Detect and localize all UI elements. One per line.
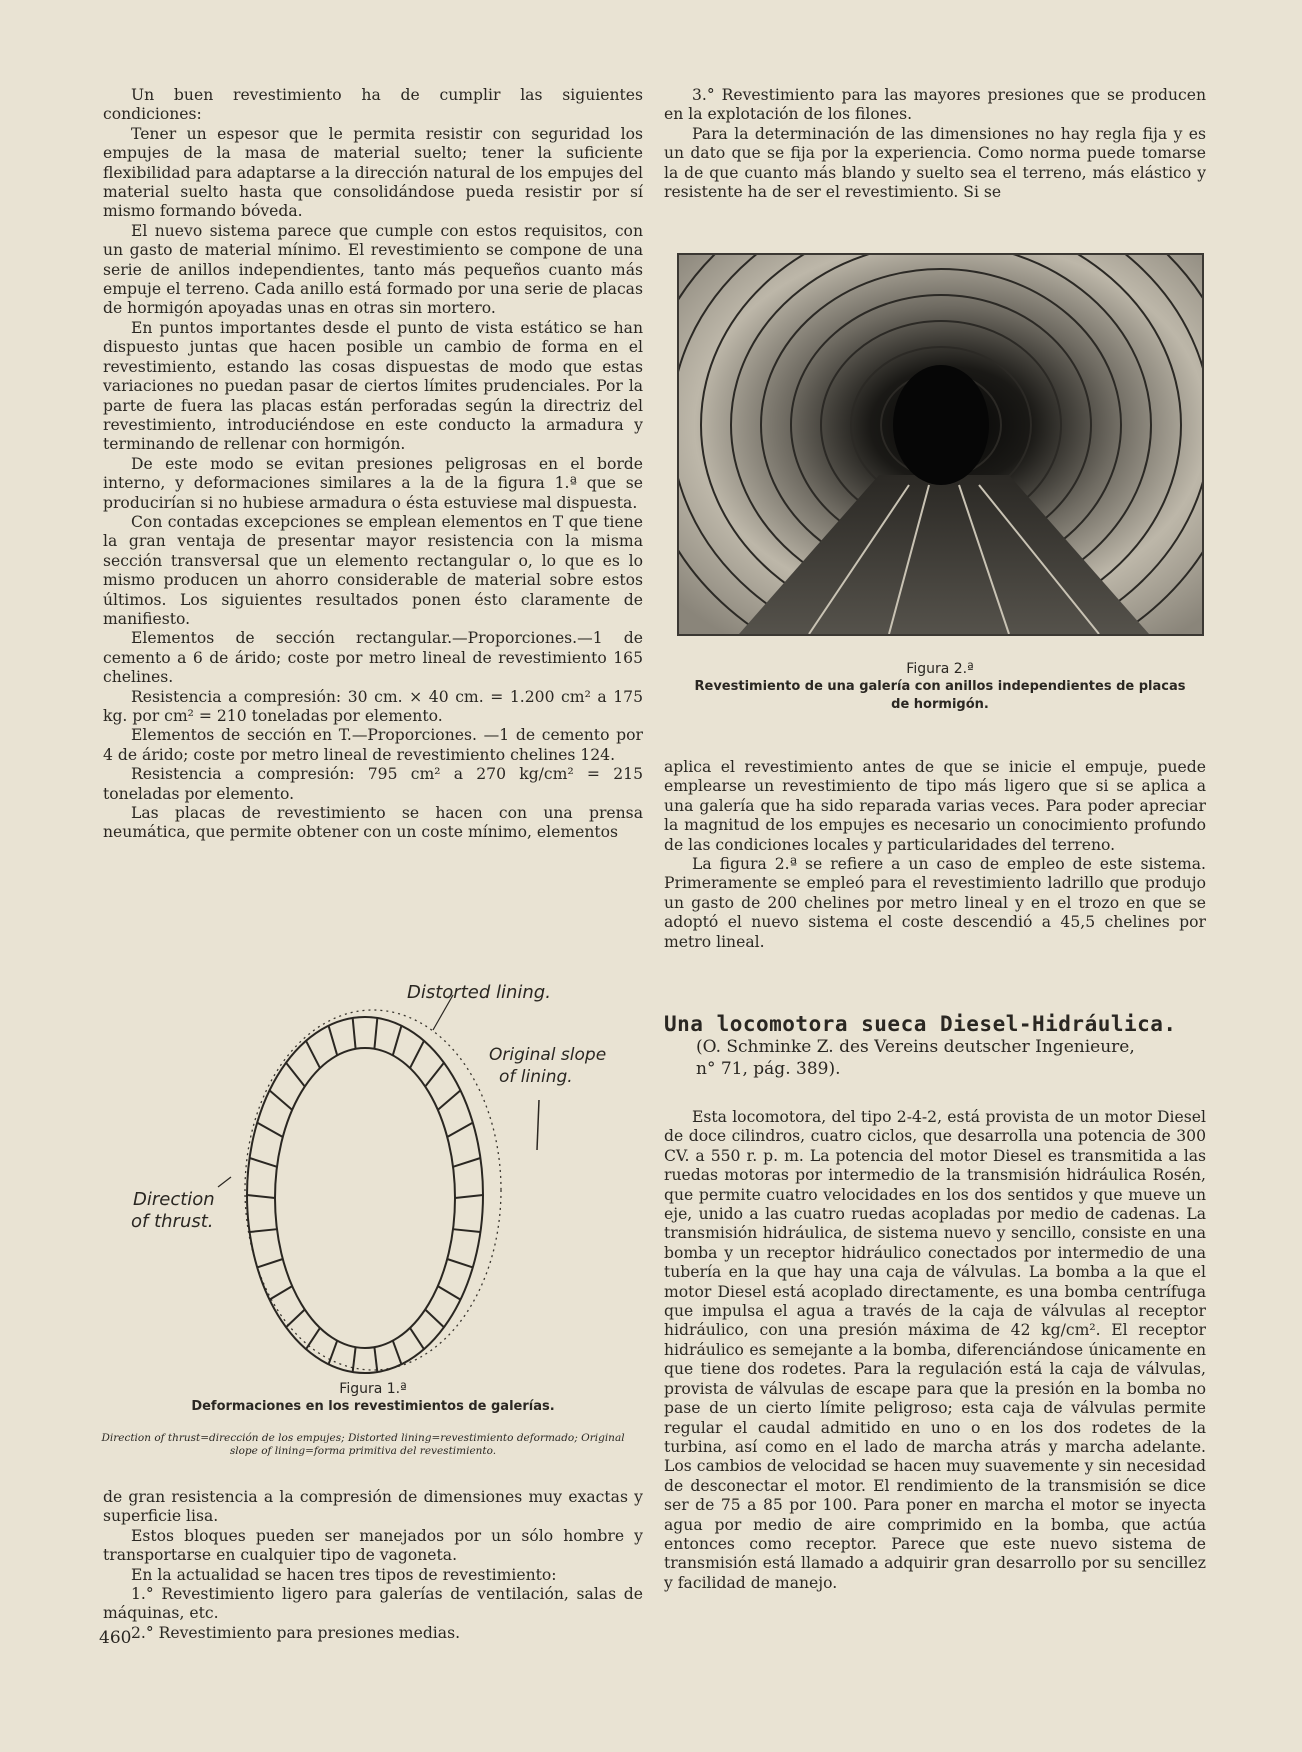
paragraph: 2.° Revestimiento para presiones medias. [131,1623,461,1642]
paragraph: En puntos importantes desde el punto de vista estático se han dispuesto juntas que hacen posible un cambio de forma en el revestimiento, estando las cosas dispuestas de modo que estas variaciones no puedan pasar de ciertos límites prudenciales. Por la parte de fuera las placas están perforadas según la directriz del revestimiento, introduciéndose en este conducto la armadura y terminando de rellenar con hormigón. [103,318,643,454]
plate-joint [455,1195,483,1198]
figure-1 [101,980,643,1457]
lining-plates [247,1018,483,1372]
plate-joint [247,1195,275,1198]
label-of-thrust: of thrust. [131,1211,214,1232]
paragraph: Elementos de sección rectangular.—Proporciones.—1 de cemento a 6 de árido; coste por metro lineal de revestimiento 165 chelines. [103,629,643,687]
distorted-lining-inner [275,1048,455,1348]
paragraph: Para la determinación de las dimensiones no hay regla fija y es un dato que se fija por la experiencia. Como norma puede tomarse la de que cuanto más blando y suelto sea el terreno, más elástico y resistente ha de ser el revestimiento. Si se [664,124,1206,202]
paragraph: La figura 2.ª se refiere a un caso de empleo de este sistema. Primeramente se empleó para el revestimiento ladrillo que produjo un gasto de 200 chelines por metro lineal y en el trozo en que se adoptó el nuevo sistema el coste descendió a 45,5 chelines por metro lineal. [664,855,1206,951]
figure-1-note: Direction of thrust=dirección de los empujes; Distorted lining=revestimiento deformado; Original slope of lining=forma primitiva del revestimiento. [101,1432,625,1457]
paragraph: 1.° Revestimiento ligero para galerías de ventilación, salas de máquinas, etc. [103,1585,643,1623]
paragraph: Resistencia a compresión: 30 cm. × 40 cm. = 1.200 cm² a 175 kg. por cm² = 210 toneladas por elemento. [103,687,643,725]
paragraph: 3.° Revestimiento para las mayores presiones que se producen en la explotación de los filones. [664,86,1206,124]
plate-joint [270,1286,293,1299]
plate-joint [393,1026,402,1056]
article-byline-2: n° 71, pág. 389). [696,1059,841,1079]
plate-joint [425,1063,444,1087]
plate-joint [257,1259,283,1267]
figure-1-number: Figura 1.ª [339,1381,407,1397]
figure-1-caption [103,1380,643,1416]
paragraph: Resistencia a compresión: 795 cm² a 270 kg/cm² = 215 toneladas por elemento. [103,765,643,803]
plate-joint [374,1018,377,1049]
plate-joint [447,1123,473,1137]
paragraph: Esta locomotora, del tipo 2-4-2, está provista de un motor Diesel de doce cilindros, cuatro ciclos, que desarrolla una potencia de 300 CV. a 550 r. p. m. La potencia del motor Diesel es transmitida a las ruedas motoras por intermedio de la transmisión hidráulica Rosén, que permite cuatro velocidades en los dos sentidos y que mueve un eje, unido a las cuatro ruedas acopladas por medio de cadenas. La transmisión hidráulica, de sistema nuevo y sencillo, consiste en una bomba y un receptor hidráulico conectados por intermedio de una tubería en la que hay una caja de válvulas. La bomba a la que el motor Diesel está acoplado directamente, es una bomba centrífuga que impulsa el agua a través de la caja de válvulas al receptor hidráulico, con una presión máxima de 42 kg/cm². El receptor hidráulico es semejante a la bomba, diferenciándose únicamente en que tiene dos rodetes. Para la regulación está la caja de válvulas, provista de válvulas de escape para que la presión en la bomba no pase de un cierto límite peligroso; esta caja de válvulas permite regular el caudal admitido en uno o en los dos rodetes de la turbina, así como en el lado de marcha atrás y marcha adelante. Los cambios de velocidad se hacen muy suavemente y sin necesidad de desconectar el motor. El rendimiento de la transmisión se dice ser de 75 a 85 por 100. Para poner en marcha el motor se inyecta agua por medio de aire comprimido en la bomba, que actúa entonces como receptor. Parece que este nuevo sistema de transmisión está llamado a adquirir gran desarrollo por su sencillez y facilidad de manejo. [664,1108,1206,1592]
label-of-lining: of lining. [499,1067,573,1087]
article-heading: Una locomotora sueca Diesel-Hidráulica. [664,1012,1177,1036]
plate-joint [286,1309,305,1327]
plate-joint [306,1041,320,1068]
plate-joint [250,1158,277,1167]
plate-joint [329,1341,338,1365]
plate-joint [410,1041,424,1068]
paragraph: Las placas de revestimiento se hacen con una prensa neumática, que permite obtener con un coste mínimo, elementos [103,804,643,842]
plate-joint [270,1090,293,1109]
page-number: 460 [99,1628,132,1648]
paragraph: El nuevo sistema parece que cumple con estos requisitos, con un gasto de material mínimo. El revestimiento se compone de una serie de anillos independientes, tanto más pequeños cuanto más empuje el terreno. Cada anillo está formado por una serie de placas de hormigón apoyadas unas en otras sin mortero. [103,221,643,318]
figure-2-caption [690,660,1190,714]
tunnel-photo [677,253,1204,636]
label-original-slope: Original slope [489,1045,607,1065]
figure-2-title: Revestimiento de una galería con anillos independientes de placas de hormigón. [694,679,1186,712]
label-distorted-lining: Distorted lining. [407,982,551,1003]
plate-joint [453,1229,480,1232]
plate-joint [447,1259,473,1267]
plate-joint [353,1347,356,1372]
paragraph: Un buen revestimiento ha de cumplir las siguientes condiciones: [103,86,643,124]
plate-joint [286,1063,305,1087]
left-column-bottom [103,1488,643,1643]
article-byline-1: (O. Schminke Z. des Vereins deutscher Ingenieure, [696,1037,1135,1057]
paragraph: De este modo se evitan presiones peligrosas en el borde interno, y deformaciones similares a la de la figura 1.ª que se producirían si no hubiese armadura o ésta estuviese mal dispuesta. [103,454,643,512]
paragraph: Tener un espesor que le permita resistir con seguridad los empujes de la masa de material suelto; tener la suficiente flexibilidad para adaptarse a la dirección natural de los empujes del material suelto hasta que consolidándose pueda resistir por sí mismo formando bóveda. [103,124,643,221]
lining-deformation-diagram [103,980,643,1420]
thrust-pointer [218,1177,231,1187]
right-column-middle [664,758,1206,952]
plate-joint [374,1347,377,1372]
distorted-lining-outer [247,1017,483,1373]
original-lining-outline [245,1010,501,1370]
paragraph: de gran resistencia a la compresión de dimensiones muy exactas y superficie lisa. [103,1488,643,1526]
label-direction: Direction [133,1189,215,1210]
left-column-top [103,86,643,843]
plate-joint [453,1158,480,1167]
plate-joint [425,1309,444,1327]
slope-pointer [537,1100,539,1150]
plate-joint [329,1026,338,1056]
plate-joint [353,1018,356,1049]
paragraph: aplica el revestimiento antes de que se inicie el empuje, puede emplearse un revestimiento de tipo más ligero que si se aplica a una galería que ha sido reparada varias veces. Para poder apreciar la magnitud de los empujes es necesario un conocimiento profundo de las condiciones locales y particularidades del terreno. [664,758,1206,854]
paragraph: Con contadas excepciones se emplean elementos en T que tiene la gran ventaja de presentar mayor resistencia con la misma sección transversal que un elemento rectangular o, lo que es lo mismo producen un ahorro considerable de material sobre estos últimos. Los siguientes resultados ponen ésto claramente de manifiesto. [103,512,643,628]
figure-2-number: Figura 2.ª [906,661,974,677]
plate-joint [306,1328,320,1349]
article-locomotora [664,1012,1206,1593]
plate-joint [257,1123,283,1137]
figure-1-title: Deformaciones en los revestimientos de galerías. [191,1399,555,1414]
plate-joint [393,1341,402,1365]
paragraph: Estos bloques pueden ser manejados por un sólo hombre y transportarse en cualquier tipo de vagoneta. [103,1526,643,1565]
paragraph: Elementos de sección en T.—Proporciones. —1 de cemento por 4 de árido; coste por metro lineal de revestimiento chelines 124. [103,726,643,764]
tunnel-photo-image [679,255,1202,634]
plate-joint [410,1328,424,1349]
plate-joint [250,1229,277,1232]
paragraph: En la actualidad se hacen tres tipos de revestimiento: [131,1565,557,1584]
right-column-top [664,86,1206,202]
plate-joint [438,1286,461,1299]
plate-joint [438,1090,461,1109]
